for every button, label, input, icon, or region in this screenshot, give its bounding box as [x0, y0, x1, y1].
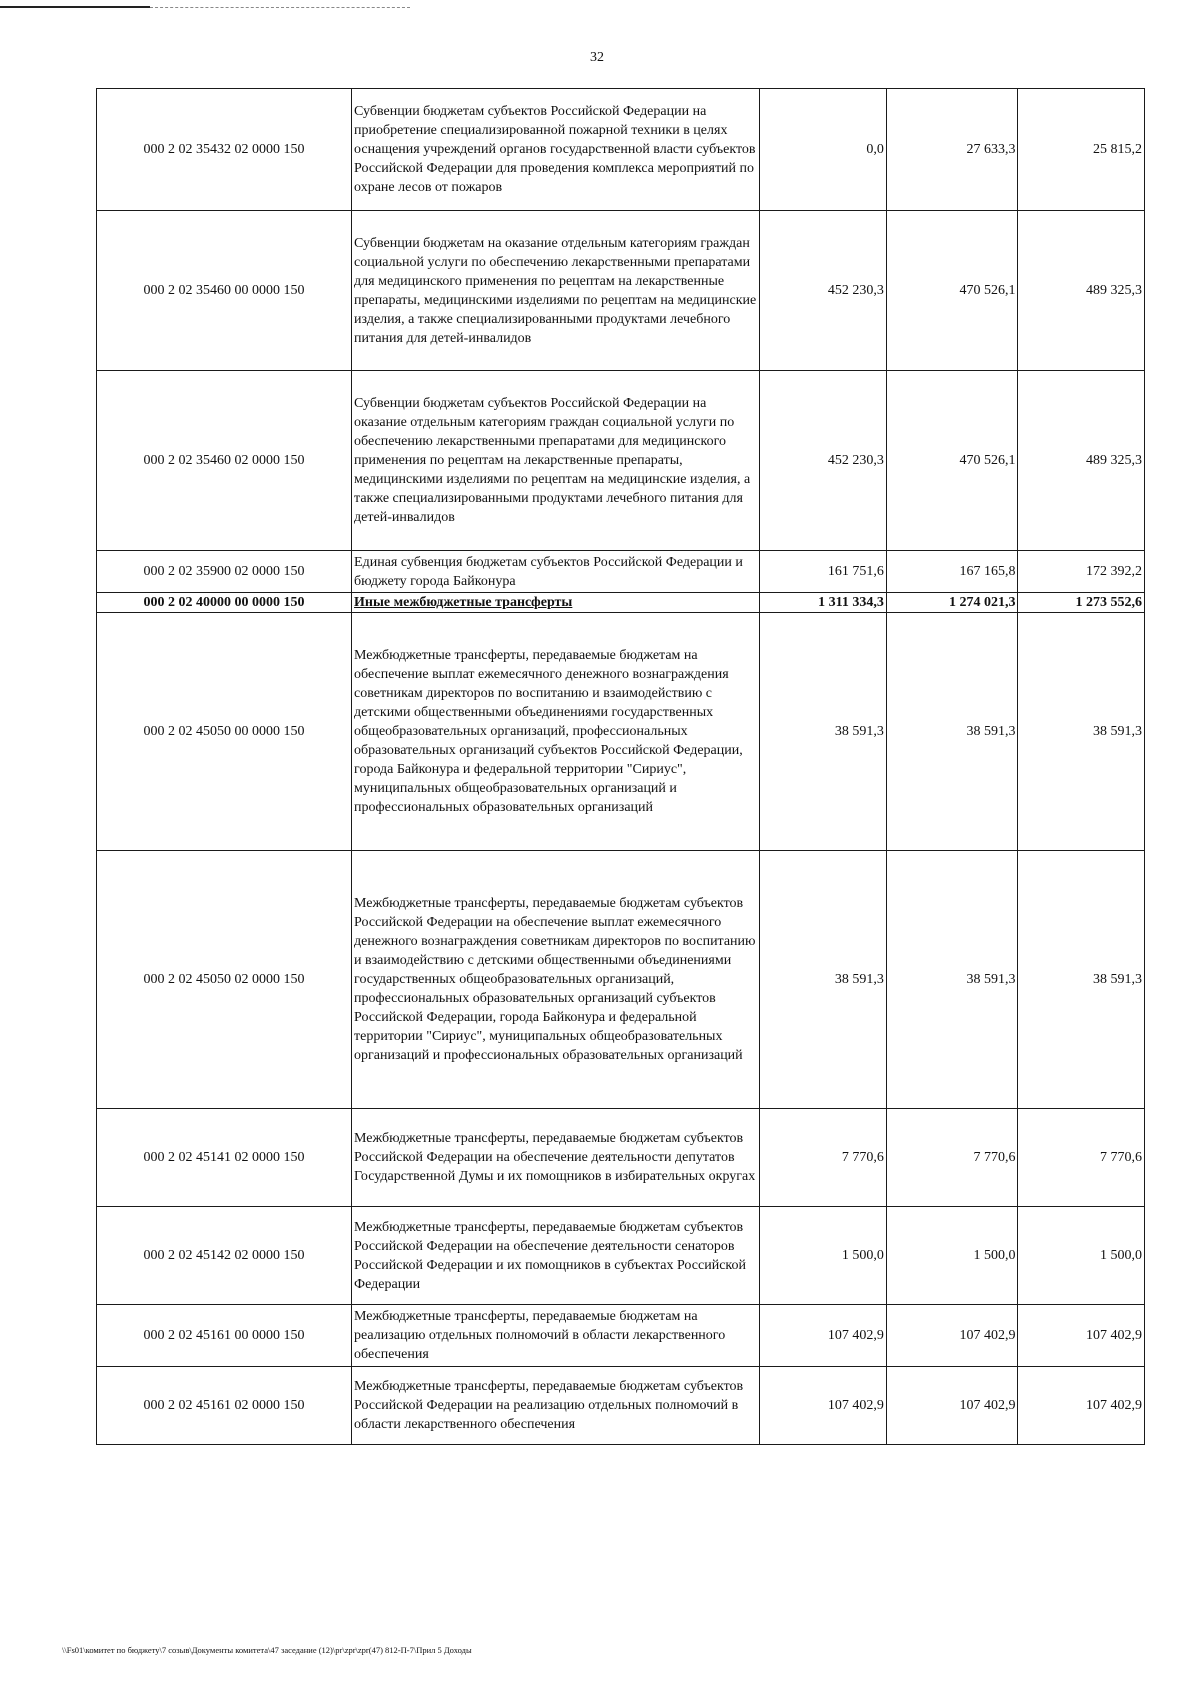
amount-year-1-cell: 1 500,0 — [760, 1207, 887, 1305]
amount-year-2-cell: 38 591,3 — [886, 613, 1018, 851]
scan-edge-line — [0, 6, 150, 8]
item-name-cell: Субвенции бюджетам на оказание отдельным категориям граждан социальной услуги по обеспечению лекарственными препаратами для медицинского применения по рецептам на лекарственные препараты, медицинскими изделиями по рецептам на медицинские изделия, а также специализированными продуктами лечебного питания для детей-инвалидов — [352, 211, 760, 371]
scan-edge-line-dashed — [150, 7, 410, 8]
table-row — [97, 1109, 1145, 1207]
budget-code-cell: 000 2 02 45050 00 0000 150 — [97, 613, 352, 851]
amount-year-3-cell: 489 325,3 — [1018, 211, 1145, 371]
table-row — [97, 1367, 1145, 1445]
item-name-cell: Единая субвенция бюджетам субъектов Российской Федерации и бюджету города Байконура — [352, 551, 760, 593]
item-name-cell: Межбюджетные трансферты, передаваемые бюджетам субъектов Российской Федерации на обеспечение деятельности депутатов Государственной Думы и их помощников в избирательных округах — [352, 1109, 760, 1207]
amount-year-1-cell: 107 402,9 — [760, 1367, 887, 1445]
budget-code-cell: 000 2 02 45161 02 0000 150 — [97, 1367, 352, 1445]
budget-code-cell: 000 2 02 35460 00 0000 150 — [97, 211, 352, 371]
amount-year-1-cell: 38 591,3 — [760, 851, 887, 1109]
table-row-total — [97, 593, 1145, 613]
table-row — [97, 551, 1145, 593]
item-name-cell: Межбюджетные трансферты, передаваемые бюджетам на реализацию отдельных полномочий в области лекарственного обеспечения — [352, 1305, 760, 1367]
amount-year-2-cell: 1 500,0 — [886, 1207, 1018, 1305]
item-name-cell: Межбюджетные трансферты, передаваемые бюджетам субъектов Российской Федерации на реализацию отдельных полномочий в области лекарственного обеспечения — [352, 1367, 760, 1445]
revenue-table — [96, 88, 1145, 1445]
budget-code-cell: 000 2 02 45142 02 0000 150 — [97, 1207, 352, 1305]
amount-year-3-cell: 172 392,2 — [1018, 551, 1145, 593]
amount-year-2-cell: 27 633,3 — [886, 89, 1018, 211]
amount-year-3-cell: 38 591,3 — [1018, 851, 1145, 1109]
amount-year-1-cell: 107 402,9 — [760, 1305, 887, 1367]
item-name-cell: Межбюджетные трансферты, передаваемые бюджетам субъектов Российской Федерации на обеспечение выплат ежемесячного денежного вознаграждения советникам директоров по воспитанию и взаимодействию с детскими общественными объединениями государственных общеобразовательных организаций, профессиональных образовательных организаций субъектов Российской Федерации, города Байконура и федеральной территории "Сириус", муниципальных общеобразовательных организаций и профессиональных образовательных организаций — [352, 851, 760, 1109]
amount-year-1-cell: 7 770,6 — [760, 1109, 887, 1207]
page-number: 32 — [590, 50, 604, 65]
budget-code-cell: 000 2 02 40000 00 0000 150 — [97, 593, 352, 613]
budget-code-cell: 000 2 02 45050 02 0000 150 — [97, 851, 352, 1109]
budget-code-cell: 000 2 02 35900 02 0000 150 — [97, 551, 352, 593]
amount-year-3-cell: 1 500,0 — [1018, 1207, 1145, 1305]
table-row — [97, 1207, 1145, 1305]
item-name-cell: Субвенции бюджетам субъектов Российской Федерации на приобретение специализированной пожарной техники в целях оснащения учреждений органов государственной власти субъектов Российской Федерации для проведения комплекса мероприятий по охране лесов от пожаров — [352, 89, 760, 211]
amount-year-1-cell: 452 230,3 — [760, 211, 887, 371]
item-name-cell: Межбюджетные трансферты, передаваемые бюджетам на обеспечение выплат ежемесячного денежного вознаграждения советникам директоров по воспитанию и взаимодействию с детскими общественными объединениями государственных общеобразовательных организаций, профессиональных образовательных организаций субъектов Российской Федерации, города Байконура и федеральной территории "Сириус", муниципальных общеобразовательных организаций и профессиональных образовательных организаций — [352, 613, 760, 851]
amount-year-2-cell: 107 402,9 — [886, 1367, 1018, 1445]
table-row — [97, 89, 1145, 211]
file-path-footer: \\Fs01\комитет по бюджету\7 созыв\Документы комитета\47 заседание (12)\pr\zpr\zpr(47) 812-П-7\Прил 5 Доходы — [62, 1645, 472, 1655]
table-row — [97, 851, 1145, 1109]
amount-year-2-cell: 470 526,1 — [886, 371, 1018, 551]
amount-year-1-cell: 1 311 334,3 — [760, 593, 887, 613]
amount-year-1-cell: 0,0 — [760, 89, 887, 211]
budget-code-cell: 000 2 02 35432 02 0000 150 — [97, 89, 352, 211]
amount-year-2-cell: 107 402,9 — [886, 1305, 1018, 1367]
table-row — [97, 211, 1145, 371]
amount-year-3-cell: 38 591,3 — [1018, 613, 1145, 851]
amount-year-3-cell: 489 325,3 — [1018, 371, 1145, 551]
budget-code-cell: 000 2 02 35460 02 0000 150 — [97, 371, 352, 551]
amount-year-3-cell: 1 273 552,6 — [1018, 593, 1145, 613]
amount-year-3-cell: 25 815,2 — [1018, 89, 1145, 211]
table-row — [97, 371, 1145, 551]
amount-year-2-cell: 470 526,1 — [886, 211, 1018, 371]
budget-code-cell: 000 2 02 45141 02 0000 150 — [97, 1109, 352, 1207]
amount-year-1-cell: 161 751,6 — [760, 551, 887, 593]
amount-year-2-cell: 167 165,8 — [886, 551, 1018, 593]
amount-year-3-cell: 107 402,9 — [1018, 1305, 1145, 1367]
table-row — [97, 613, 1145, 851]
amount-year-2-cell: 38 591,3 — [886, 851, 1018, 1109]
item-name-cell: Субвенции бюджетам субъектов Российской Федерации на оказание отдельным категориям граждан социальной услуги по обеспечению лекарственными препаратами для медицинского применения по рецептам на лекарственные препараты, медицинскими изделиями по рецептам на медицинские изделия, а также специализированными продуктами лечебного питания для детей-инвалидов — [352, 371, 760, 551]
amount-year-1-cell: 38 591,3 — [760, 613, 887, 851]
amount-year-3-cell: 7 770,6 — [1018, 1109, 1145, 1207]
amount-year-2-cell: 7 770,6 — [886, 1109, 1018, 1207]
amount-year-2-cell: 1 274 021,3 — [886, 593, 1018, 613]
amount-year-1-cell: 452 230,3 — [760, 371, 887, 551]
item-name-cell: Межбюджетные трансферты, передаваемые бюджетам субъектов Российской Федерации на обеспечение деятельности сенаторов Российской Федерации и их помощников в субъектах Российской Федерации — [352, 1207, 760, 1305]
table-row — [97, 1305, 1145, 1367]
amount-year-3-cell: 107 402,9 — [1018, 1367, 1145, 1445]
budget-code-cell: 000 2 02 45161 00 0000 150 — [97, 1305, 352, 1367]
item-name-cell: Иные межбюджетные трансферты — [352, 593, 760, 613]
